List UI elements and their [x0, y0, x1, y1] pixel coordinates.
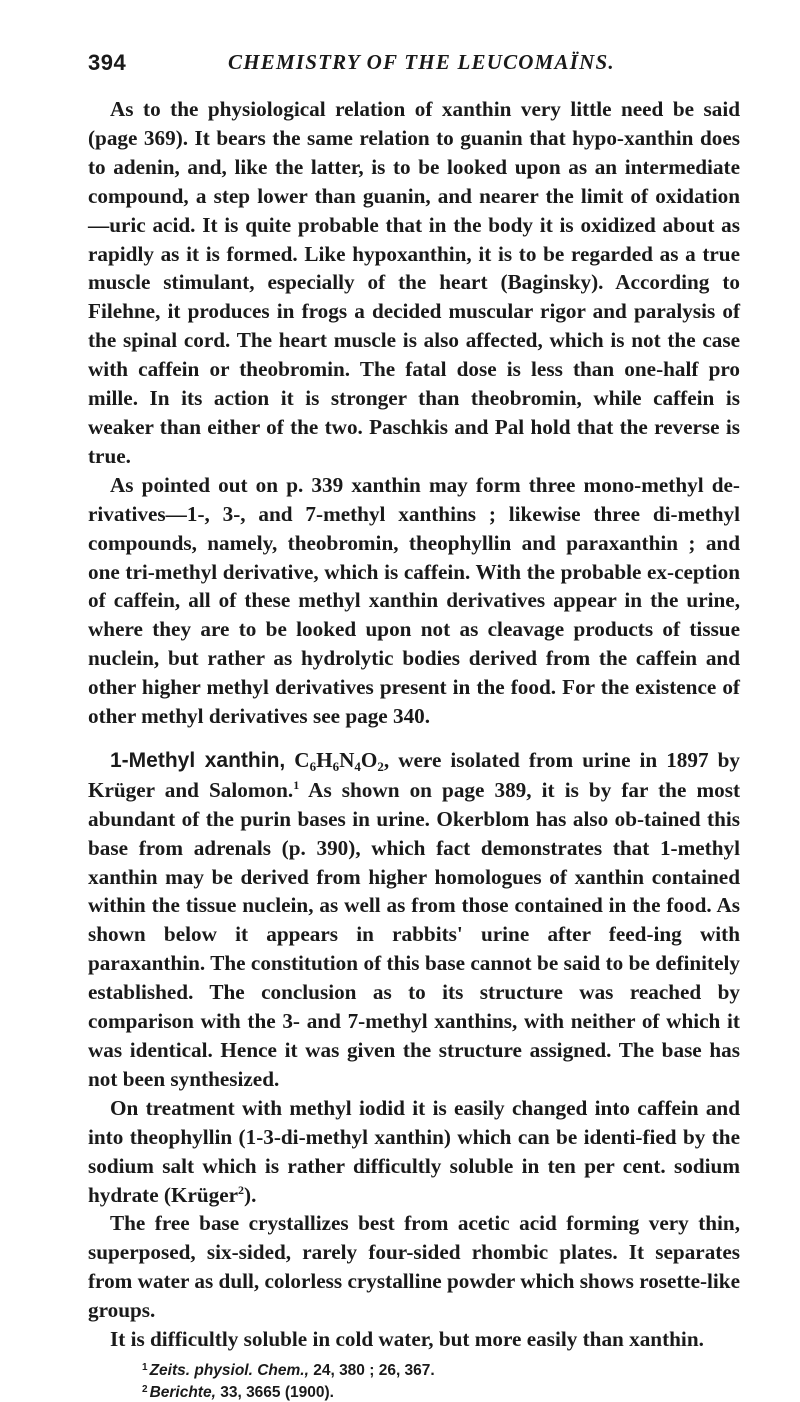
page-number: 394	[88, 50, 127, 75]
footnotes	[88, 1358, 740, 1402]
section-lead-term: 1-Methyl xanthin,	[110, 748, 286, 772]
paragraph-crystallization: The free base crystallizes best from acetic acid forming very thin, superposed, six-sided, rarely four-sided rhombic plates. It separates from water as dull, colorless crystalline powder which shows rosette-like groups.	[88, 1211, 740, 1323]
footnote-ref-2: 2	[238, 1182, 245, 1197]
footnote-1: $^1$ Zeits. physiol. Chem., 24, 380 ; 26, 367.	[142, 1361, 435, 1379]
page-header	[88, 50, 728, 78]
footnote-2: $^2$ Berichte, 33, 3665 (1900).	[142, 1383, 334, 1401]
running-head: CHEMISTRY OF THE LEUCOMAÏNS.	[228, 50, 615, 74]
paragraph-1-methyl-xanthin: 1-Methyl xanthin, $C_6H_6N_4O_2$, were isolated from urine in 1897 by Krüger and Salomon.$^1$ As shown on page 389, it is by far the most abundant of the purin bases in urine. Okerblom has also ob-tained this base from adrenals (p. 390), which fact demonstrates that 1-methyl xanthin may be derived from higher homologues of xanthin contained within the tissue nuclein, as well as from those contained in the food. As shown below it appears in rabbits' urine after feed-ing with paraxanthin. The constitution of this base cannot be said to be definitely established. The conclusion as to its structure was reached by comparison with the 3- and 7-methyl xanthins, with neither of which it was identical. Hence it was given the structure assigned. The base has not been synthesized.	[88, 747, 741, 1091]
paragraph-methyl-derivatives: As pointed out on p. 339 xanthin may form three mono-methyl de-rivatives—1-, 3-, and 7-methyl xanthins ; likewise three di-methyl compounds, namely, theobromin, theophyllin and paraxanthin ; and one tri-methyl derivative, which is caffein. With the probable ex-ception of caffein, all of these methyl xanthin derivatives appear in the urine, where they are to be looked upon not as cleavage products of tissue nuclein, but rather as hydrolytic bodies derived from the caffein and other higher methyl derivatives present in the food. For the existence of other methyl derivatives see page 340.	[88, 472, 740, 729]
paragraph-solubility: It is difficultly soluble in cold water, but more easily than xanthin.	[110, 1327, 704, 1352]
paragraph-xanthin-physiology: As to the physiological relation of xanthin very little need be said (page 369). It bears the same relation to guanin that hypo-xanthin does to adenin, and, like the latter, is to be looked upon as an intermediate compound, a step lower than guanin, and nearer the limit of oxidation—uric acid. It is quite probable that in the body it is oxidized about as rapidly as it is formed. Like hypoxanthin, it is to be regarded as a true muscle stimulant, especially of the heart (Baginsky). According to Filehne, it produces in frogs a decided muscular rigor and paralysis of the spinal cord. The heart muscle is also affected, which is not the case with caffein or theobromin. The fatal dose is less than one-half pro mille. In its action it is stronger than theobromin, while caffein is weaker than either of the two. Paschkis and Pal hold that the reverse is true.	[88, 97, 740, 468]
footnote-ref-1: 1	[293, 777, 300, 792]
paragraph-methyl-iodid: On treatment with methyl iodid it is easily changed into caffein and into theophyllin (1-3-di-methyl xanthin) which can be identi-fied by the sodium salt which is rather difficultly soluble in ten per cent. sodium hydrate (Krüger$^2$).	[88, 1095, 740, 1207]
chemical-formula: $C_6H_6N_4O_2$	[294, 747, 384, 774]
body-text	[88, 95, 740, 1402]
